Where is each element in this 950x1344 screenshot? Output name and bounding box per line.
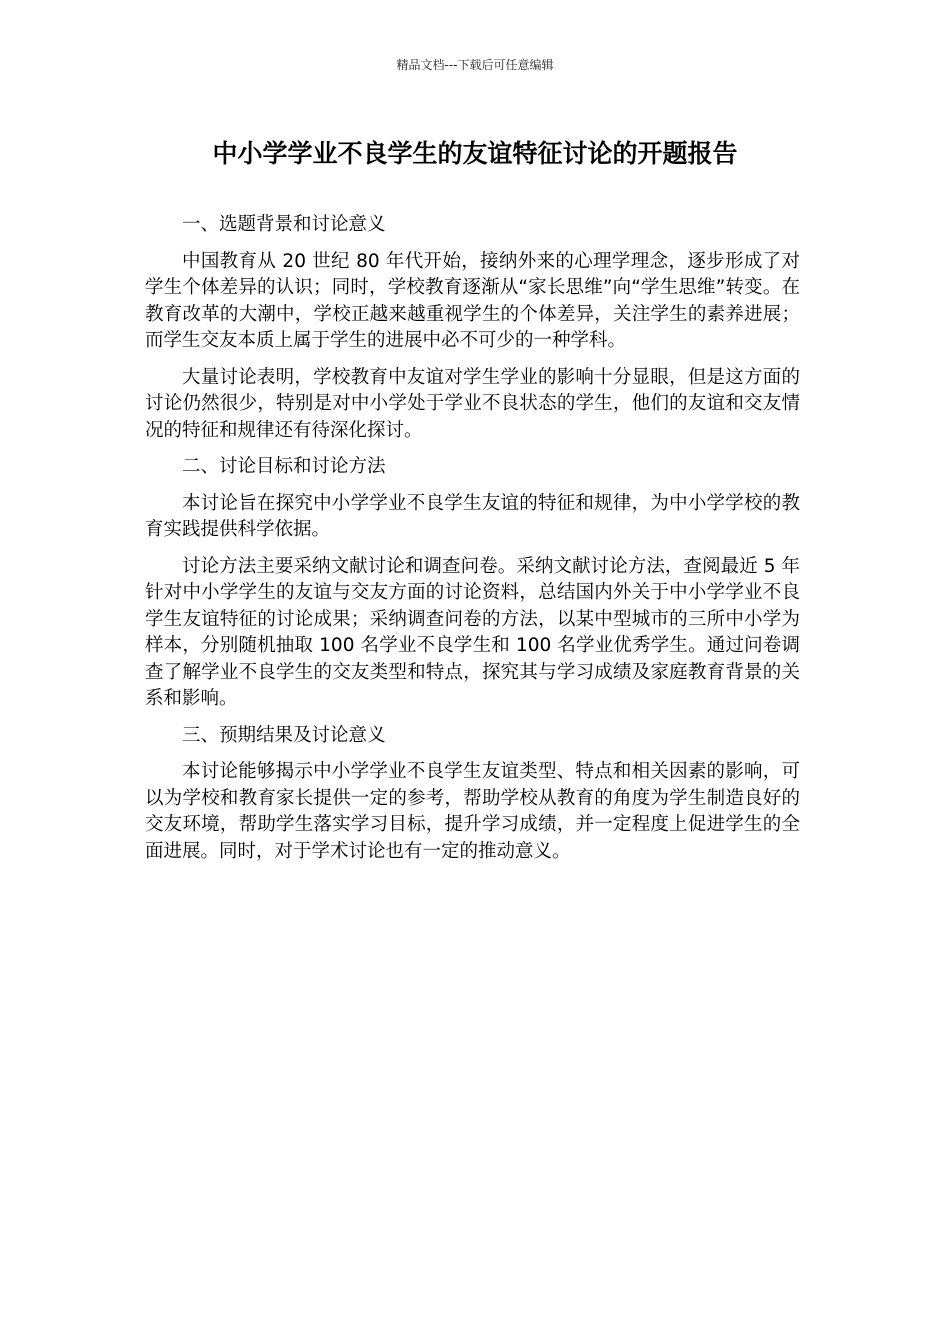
- header-note: 精品文档---下载后可任意编辑: [396, 58, 554, 72]
- paragraph-2-1: 本讨论旨在探究中小学学业不良学生友谊的特征和规律，为中小学学校的教育实践提供科学依据。: [145, 492, 800, 540]
- paragraph-2-2: 讨论方法主要采纳文献讨论和调查问卷。采纳文献讨论方法，查阅最近 5 年针对中小学学生的友谊与交友方面的讨论资料，总结国内外关于中小学学业不良学生友谊特征的讨论成果；采纳调查问卷的方法，以某中型城市的三所中小学为样本，分别随机抽取 100 名学业不良学生和 100 名学业优秀学生。通过问卷调查了解学业不良学生的交友类型和特点，探究其与学习成绩及家庭教育背景的关系和影响。: [145, 555, 800, 709]
- paragraph-3-1: 本讨论能够揭示中小学学业不良学生友谊类型、特点和相关因素的影响，可以为学校和教育家长提供一定的参考，帮助学校从教育的角度为学生制造良好的交友环境，帮助学生落实学习目标，提升学习成绩，并一定程度上促进学生的全面进展。同时，对于学术讨论也有一定的推动意义。: [145, 761, 800, 862]
- paragraph-1-1: 中国教育从 20 世纪 80 年代开始，接纳外来的心理学理念，逐步形成了对学生个体差异的认识；同时，学校教育逐渐从“家长思维”向“学生思维”转变。在教育改革的大潮中，学校正越来越重视学生的个体差异，关注学生的素养进展；而学生交友本质上属于学生的进展中必不可少的一种学科。: [145, 250, 800, 351]
- section-heading-2: 二、讨论目标和讨论方法: [182, 456, 386, 477]
- paragraph-1-2: 大量讨论表明，学校教育中友谊对学生学业的影响十分显眼，但是这方面的讨论仍然很少，特别是对中小学处于学业不良状态的学生，他们的友谊和交友情况的特征和规律还有待深化探讨。: [145, 366, 800, 441]
- document-body: [145, 212, 800, 875]
- document-title: 中小学学业不良学生的友谊特征讨论的开题报告: [212, 139, 738, 168]
- section-heading-1: 一、选题背景和讨论意义: [182, 214, 386, 235]
- section-heading-3: 三、预期结果及讨论意义: [182, 724, 386, 746]
